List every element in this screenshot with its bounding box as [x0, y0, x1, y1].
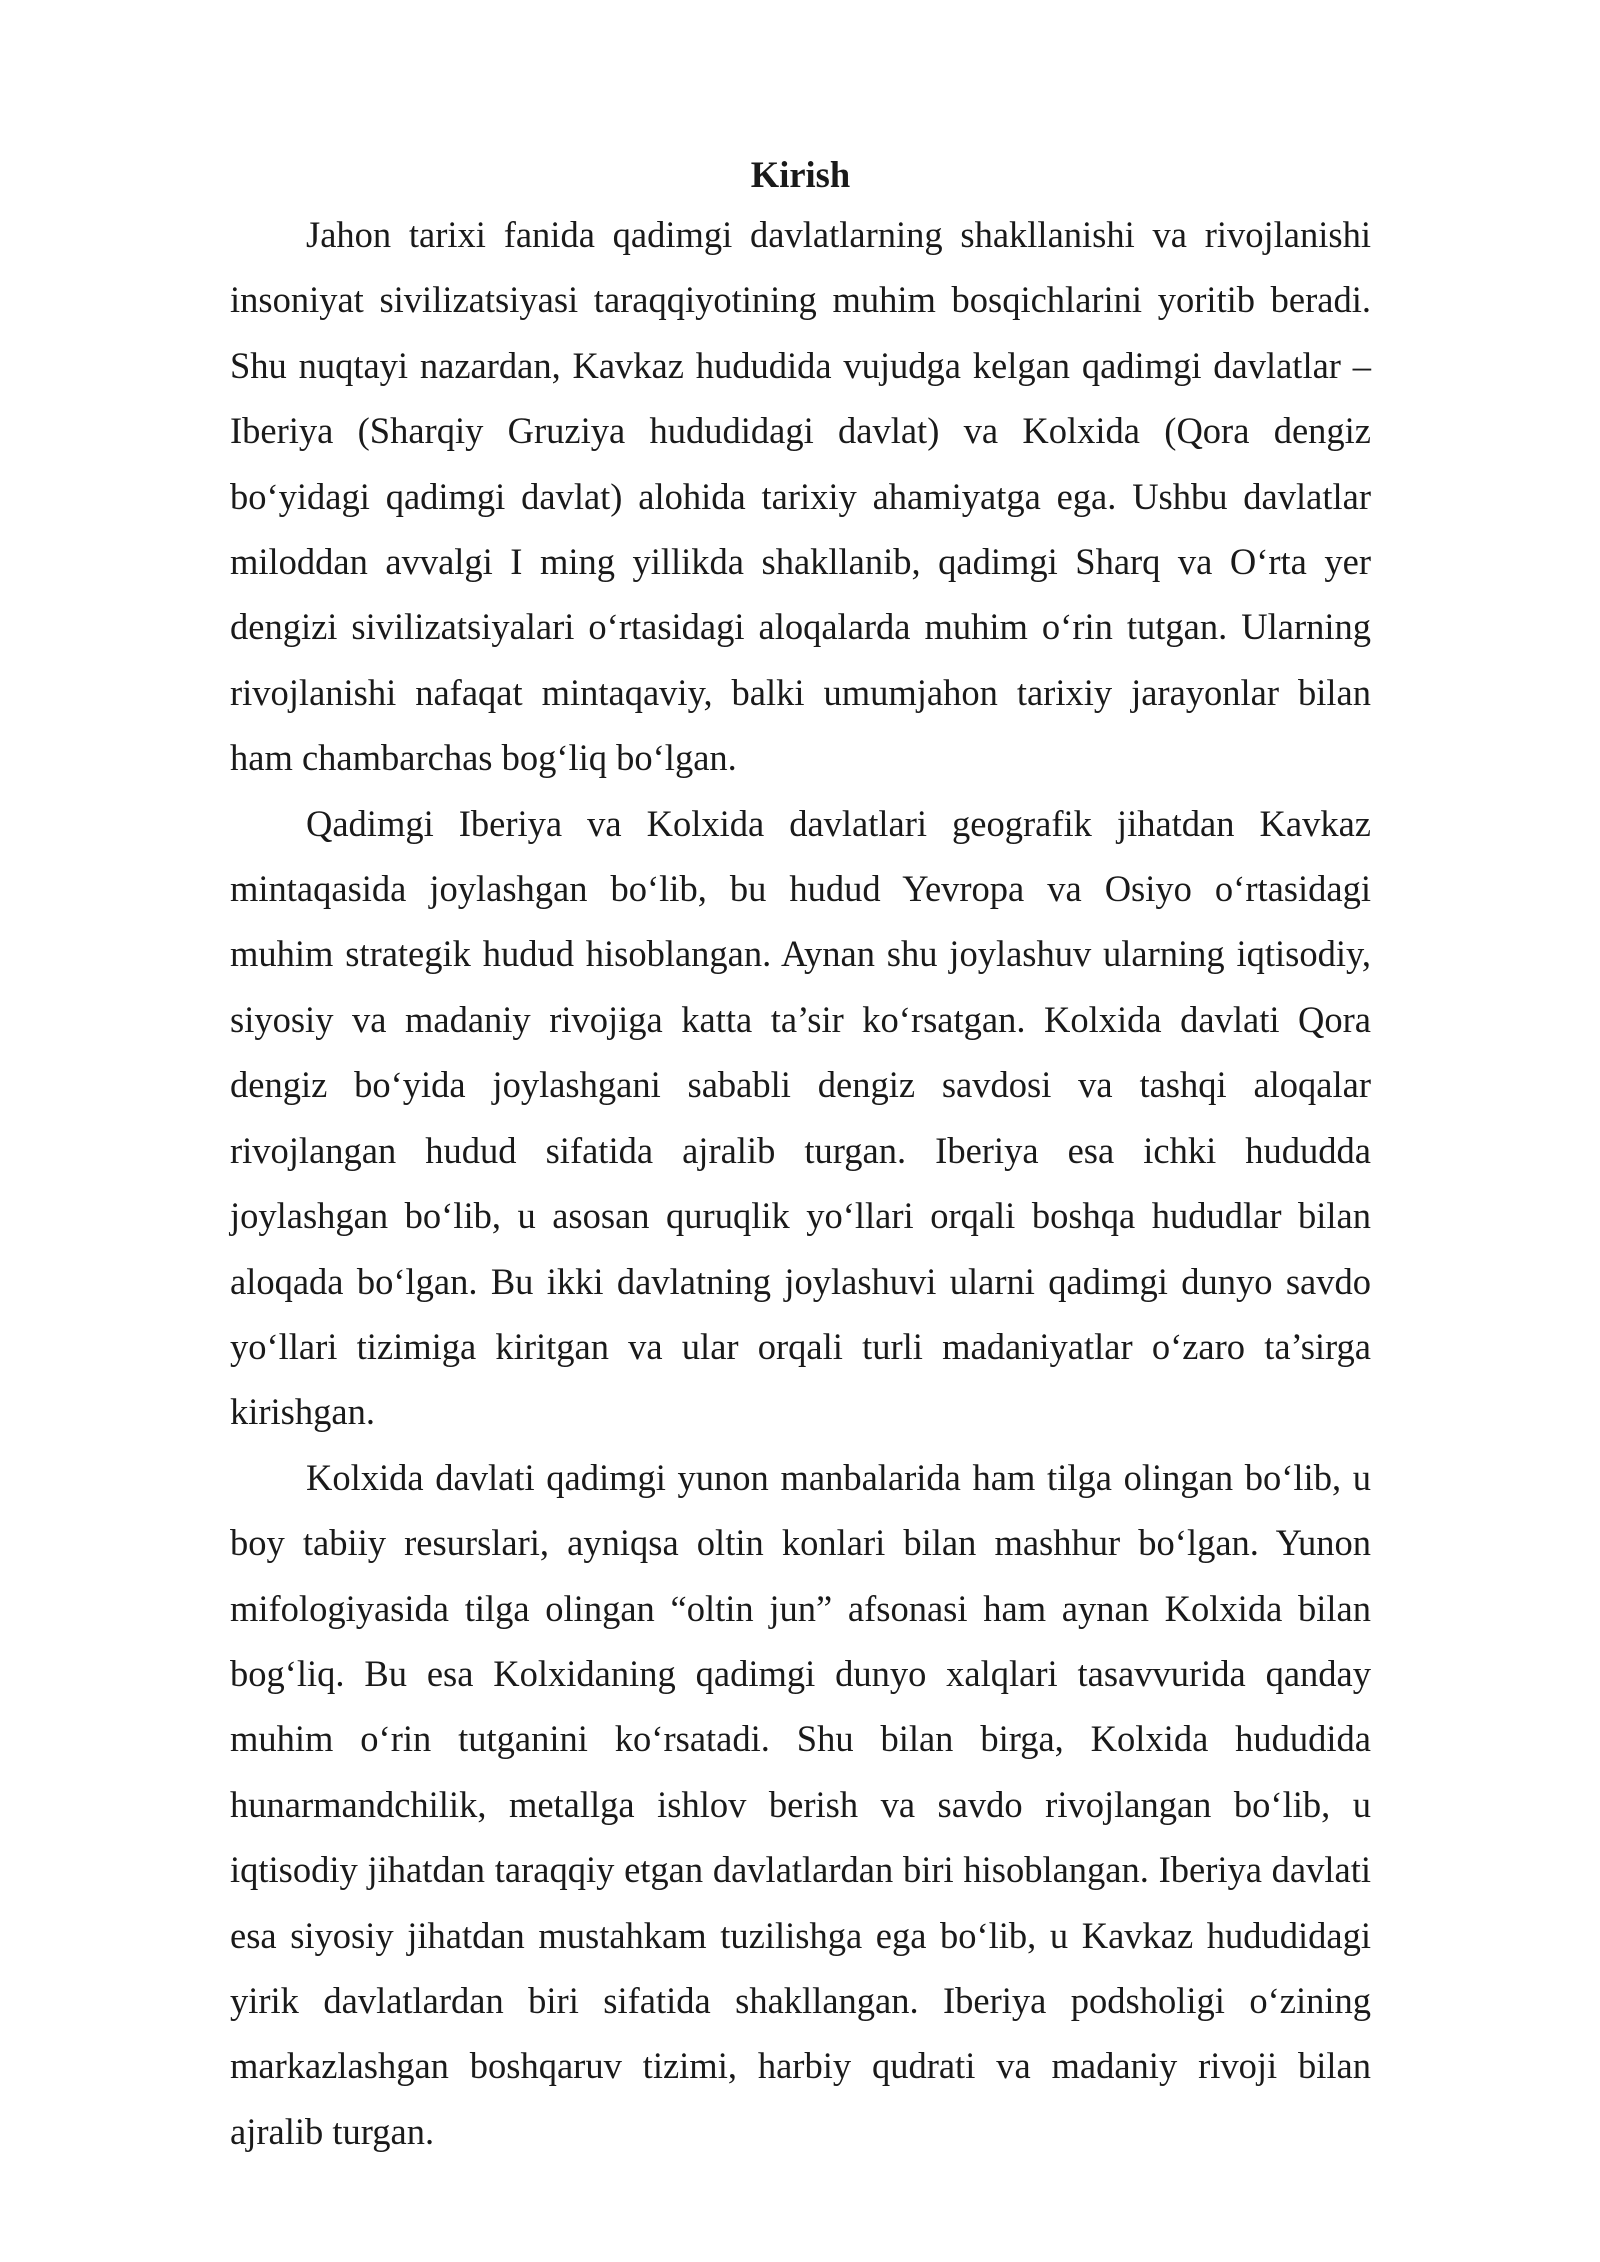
paragraph-3: Kolxida davlati qadimgi yunon manbalarida ham tilga olingan bo‘lib, u boy tabiiy resurslari, ayniqsa oltin konlari bilan mashhur bo‘lgan. Yunon mifologiyasida tilga olingan “oltin jun” afsonasi ham aynan Kolxida bilan bog‘liq. Bu esa Kolxidaning qadimgi dunyo xalqlari tasavvurida qanday muhim o‘rin tutganini ko‘rsatadi. Shu bilan birga, Kolxida hududida hunarmandchilik, metallga ishlov berish va savdo rivojlangan bo‘lib, u iqtisodiy jihatdan taraqqiy etgan davlatlardan biri hisoblangan. Iberiya davlati esa siyosiy jihatdan mustahkam tuzilishga ega bo‘lib, u Kavkaz hududidagi yirik davlatlardan biri sifatida shakllangan. Iberiya podsholigi o‘zining markazlashgan boshqaruv tizimi, harbiy qudrati va madaniy rivoji bilan ajralib turgan. — [230, 1456, 1371, 2152]
section-title: Kirish — [750, 154, 851, 195]
paragraph-2: Qadimgi Iberiya va Kolxida davlatlari geografik jihatdan Kavkaz mintaqasida joylashgan bo‘lib, bu hudud Yevropa va Osiyo o‘rtasidagi muhim strategik hudud hisoblangan. Aynan shu joylashuv ularning iqtisodiy, siyosiy va madaniy rivojiga katta ta’sir ko‘rsatgan. Kolxida davlati Qora dengiz bo‘yida joylashgani sababli dengiz savdosi va tashqi aloqalar rivojlangan hudud sifatida ajralib turgan. Iberiya esa ichki hududda joylashgan bo‘lib, u asosan quruqlik yo‘llari orqali boshqa hududlar bilan aloqada bo‘lgan. Bu ikki davlatning joylashuvi ularni qadimgi dunyo savdo yo‘llari tizimiga kiritgan va ular orqali turli madaniyatlar o‘zaro ta’sirga kirishgan. — [230, 802, 1371, 1433]
paragraph-1: Jahon tarixi fanida qadimgi davlatlarning shakllanishi va rivojlanishi insoniyat sivilizatsiyasi taraqqiyotining muhim bosqichlarini yoritib beradi. Shu nuqtayi nazardan, Kavkaz hududida vujudga kelgan qadimgi davlatlar – Iberiya (Sharqiy Gruziya hududidagi davlat) va Kolxida (Qora dengiz bo‘yidagi qadimgi davlat) alohida tarixiy ahamiyatga ega. Ushbu davlatlar miloddan avvalgi I ming yillikda shakllanib, qadimgi Sharq va O‘rta yer dengizi sivilizatsiyalari o‘rtasidagi aloqalarda muhim o‘rin tutgan. Ularning rivojlanishi nafaqat mintaqaviy, balki umumjahon tarixiy jarayonlar bilan ham chambarchas bog‘liq bo‘lgan. — [230, 214, 1371, 779]
document-body — [230, 148, 1371, 2164]
